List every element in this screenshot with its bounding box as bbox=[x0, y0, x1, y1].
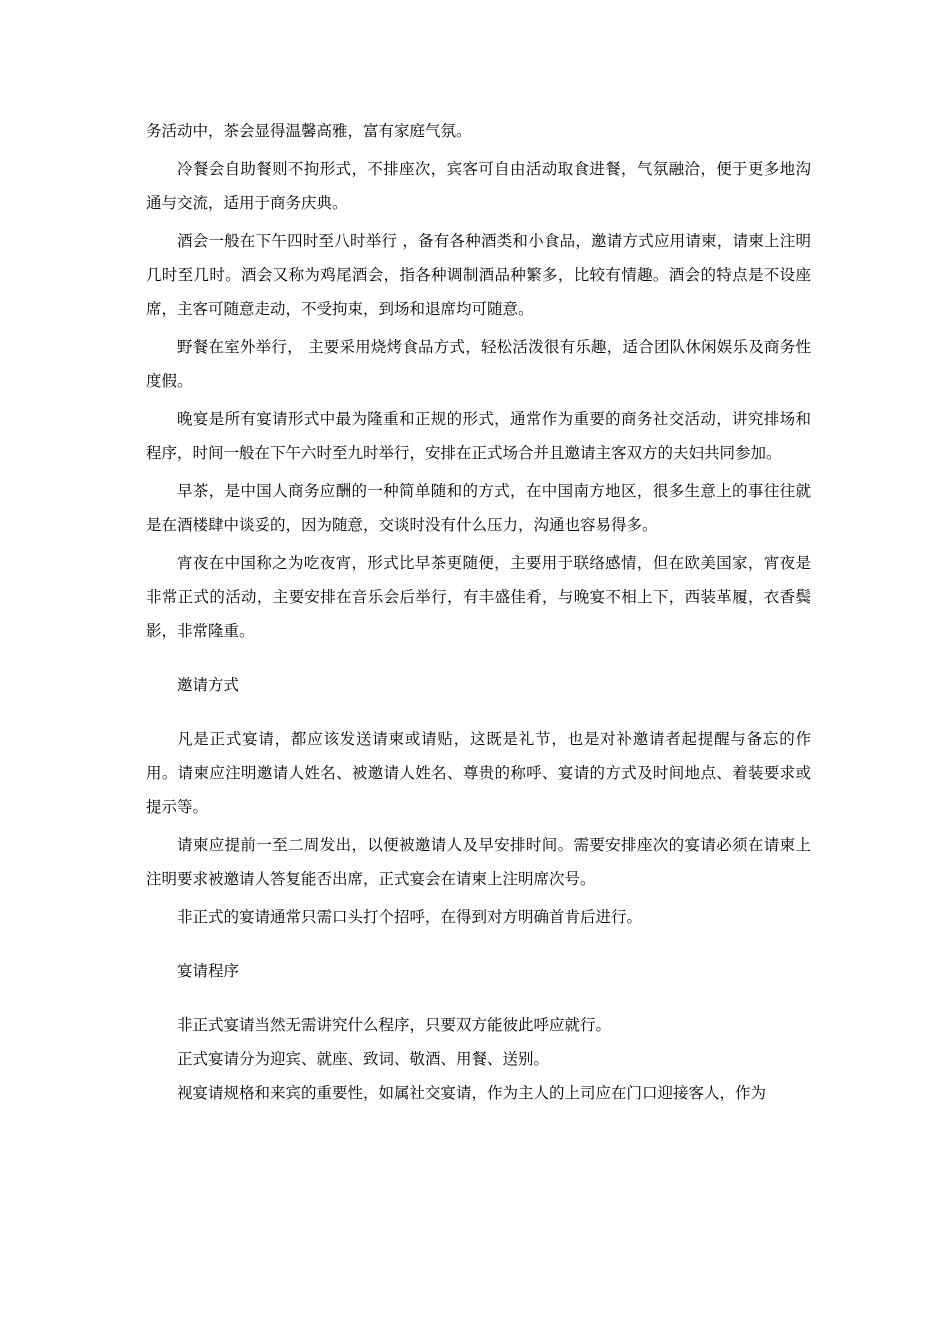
paragraph-invitation-formal: 凡是正式宴请，都应该发送请柬或请贴，这既是礼节，也是对补邀请者起提醒与备忘的作用。请柬应注明邀请人姓名、被邀请人姓名、尊贵的称呼、宴请的方式及时间地点、着装要求或提示等。 bbox=[146, 730, 811, 816]
paragraph-procedure-steps: 正式宴请分为迎宾、就座、致词、敬酒、用餐、送别。 bbox=[177, 1050, 550, 1068]
paragraph-picnic: 野餐在室外举行， 主要采用烧烤食品方式，轻松活泼很有乐趣，适合团队休闲娱乐及商务性度假。 bbox=[146, 338, 811, 390]
paragraph-morning-tea: 早茶，是中国人商务应酬的一种简单随和的方式，在中国南方地区，很多生意上的事往往就是在酒楼肆中谈妥的，因为随意，交谈时没有什么压力，沟通也容易得多。 bbox=[146, 482, 811, 534]
paragraph-procedure-informal: 非正式宴请当然无需讲究什么程序，只要双方能彼此呼应就行。 bbox=[177, 1016, 612, 1034]
paragraph-procedure-greeting: 视宴请规格和来宾的重要性，如属社交宴请，作为主人的上司应在门口迎接客人，作为 bbox=[177, 1084, 767, 1102]
paragraph-tea-party-end: 务活动中，茶会显得温馨高雅，富有家庭气氛。 bbox=[146, 122, 472, 140]
paragraph-cocktail: 酒会一般在下午四时至八时举行 ，备有各种酒类和小食品，邀请方式应用请柬，请柬上注明几时至几时。酒会又称为鸡尾酒会，指各种调制酒品种繁多，比较有情趣。酒会的特点是不设座席，主客可随意走动，不受拘束，到场和退席均可随意。 bbox=[146, 232, 811, 318]
paragraph-invitation-timing: 请柬应提前一至二周发出，以便被邀请人及早安排时间。需要安排座次的宴请必须在请柬上注明要求被邀请人答复能否出席，正式宴会在请柬上注明席次号。 bbox=[146, 836, 811, 888]
paragraph-late-supper: 宵夜在中国称之为吃夜宵，形式比早茶更随便，主要用于联络感情，但在欧美国家，宵夜是非常正式的活动，主要安排在音乐会后举行，有丰盛佳肴，与晚宴不相上下，西装革履，衣香鬓影，非常隆重。 bbox=[146, 554, 811, 640]
section-heading-procedure: 宴请程序 bbox=[177, 962, 240, 980]
document-body bbox=[146, 114, 811, 1114]
section-heading-invitation: 邀请方式 bbox=[177, 676, 240, 694]
paragraph-banquet: 晚宴是所有宴请形式中最为隆重和正规的形式，通常作为重要的商务社交活动，讲究排场和程序，时间一般在下午六时至九时举行，安排在正式场合并且邀请主客双方的夫妇共同参加。 bbox=[146, 410, 811, 462]
paragraph-buffet: 冷餐会自助餐则不拘形式，不排座次，宾客可自由活动取食进餐，气氛融洽，便于更多地沟通与交流，适用于商务庆典。 bbox=[146, 160, 811, 212]
paragraph-invitation-informal: 非正式的宴请通常只需口头打个招呼，在得到对方明确首肯后进行。 bbox=[177, 908, 643, 926]
